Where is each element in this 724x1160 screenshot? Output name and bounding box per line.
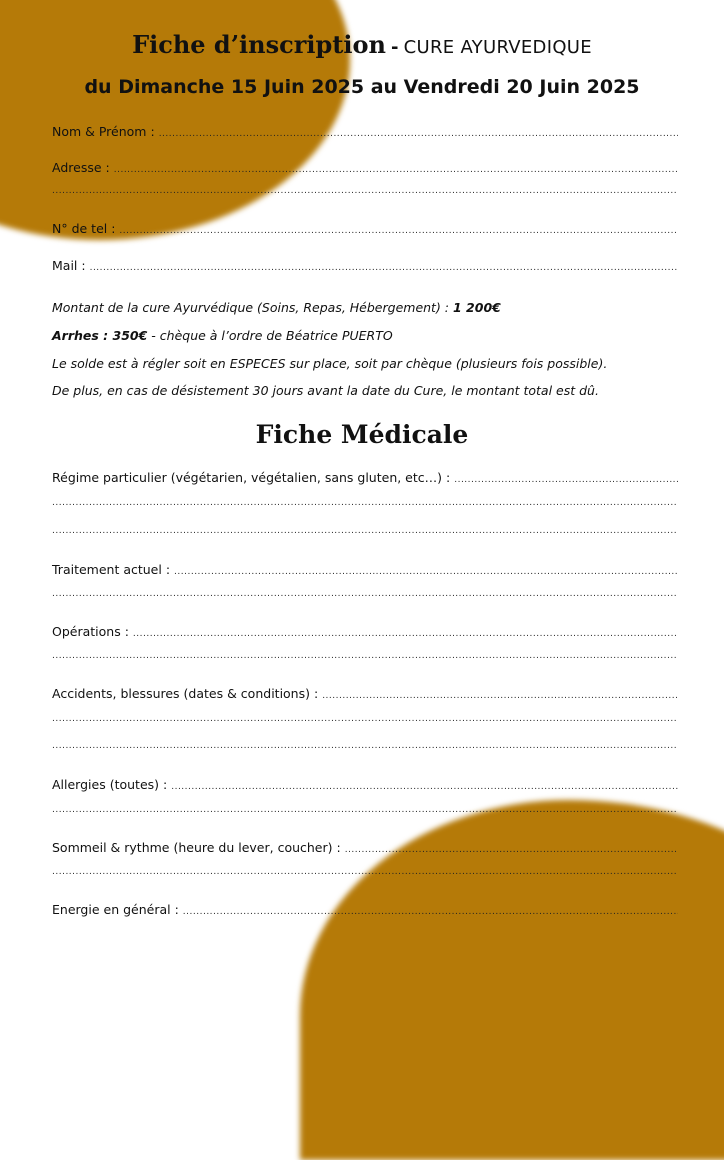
allergies-blank-2[interactable] (52, 805, 678, 815)
address-blank[interactable] (114, 165, 678, 175)
diet-field-line2[interactable] (52, 498, 678, 508)
deposit-line (52, 328, 393, 343)
operations-field-line2[interactable] (52, 651, 678, 661)
medical-section-title: Fiche Médicale (255, 420, 469, 449)
address-field-line2[interactable] (52, 186, 678, 196)
sleep-label: Sommeil & rythme (heure du lever, coucher) : (52, 840, 341, 855)
cancel-line: De plus, en cas de désistement 30 jours avant la date du Cure, le montant total est dû. (52, 383, 599, 398)
phone-field[interactable] (52, 221, 678, 236)
accidents-blank-2[interactable] (52, 714, 678, 724)
accidents-label: Accidents, blessures (dates & conditions) : (52, 686, 319, 701)
sleep-blank-2[interactable] (52, 867, 678, 877)
energy-blank[interactable] (183, 907, 678, 917)
sleep-blank[interactable] (345, 845, 678, 855)
title-separator: - (391, 37, 399, 58)
sleep-field-line2[interactable] (52, 867, 678, 877)
name-blank[interactable] (159, 129, 678, 139)
phone-blank[interactable] (119, 226, 678, 236)
diet-label: Régime particulier (végétarien, végétalien, sans gluten, etc…) : (52, 470, 451, 485)
operations-blank-2[interactable] (52, 651, 678, 661)
amount-text: Montant de la cure Ayurvédique (Soins, Repas, Hébergement) : (52, 300, 450, 315)
diet-blank[interactable] (454, 475, 678, 485)
operations-label: Opérations : (52, 624, 129, 639)
treatment-field-line2[interactable] (52, 589, 678, 599)
address-field[interactable] (52, 160, 678, 175)
phone-label: N° de tel : (52, 221, 116, 236)
deposit-text: - chèque à l’ordre de Béatrice PUERTO (151, 328, 393, 343)
treatment-blank-2[interactable] (52, 589, 678, 599)
mail-label: Mail : (52, 258, 86, 273)
diet-blank-2[interactable] (52, 498, 678, 508)
operations-blank[interactable] (133, 629, 678, 639)
cure-dates: du Dimanche 15 Juin 2025 au Vendredi 20 Juin 2025 (84, 76, 640, 98)
accidents-blank-3[interactable] (52, 741, 678, 751)
amount-line (52, 300, 501, 315)
page-title (0, 30, 724, 59)
diet-blank-3[interactable] (52, 526, 678, 536)
address-blank-2[interactable] (52, 186, 678, 196)
title-sub: CURE AYURVEDIQUE (403, 37, 592, 58)
allergies-blank[interactable] (171, 782, 678, 792)
allergies-label: Allergies (toutes) : (52, 777, 168, 792)
title-main: Fiche d’inscription (132, 30, 386, 59)
energy-field[interactable] (52, 902, 678, 917)
allergies-field[interactable] (52, 777, 678, 792)
operations-field[interactable] (52, 624, 678, 639)
accidents-blank[interactable] (322, 691, 678, 701)
allergies-field-line2[interactable] (52, 805, 678, 815)
accidents-field-line2[interactable] (52, 714, 678, 724)
name-field[interactable] (52, 124, 678, 139)
sleep-field[interactable] (52, 840, 678, 855)
amount-value: 1 200€ (453, 300, 501, 315)
address-label: Adresse : (52, 160, 110, 175)
diet-field[interactable] (52, 470, 678, 485)
treatment-label: Traitement actuel : (52, 562, 171, 577)
deposit-label: Arrhes : 350€ (52, 328, 148, 343)
accidents-field[interactable] (52, 686, 678, 701)
treatment-field[interactable] (52, 562, 678, 577)
mail-blank[interactable] (90, 263, 678, 273)
balance-line: Le solde est à régler soit en ESPECES sur place, soit par chèque (plusieurs fois possible). (52, 356, 608, 371)
accidents-field-line3[interactable] (52, 741, 678, 751)
diet-field-line3[interactable] (52, 526, 678, 536)
energy-label: Energie en général : (52, 902, 179, 917)
treatment-blank[interactable] (174, 567, 678, 577)
name-label: Nom & Prénom : (52, 124, 155, 139)
mail-field[interactable] (52, 258, 678, 273)
